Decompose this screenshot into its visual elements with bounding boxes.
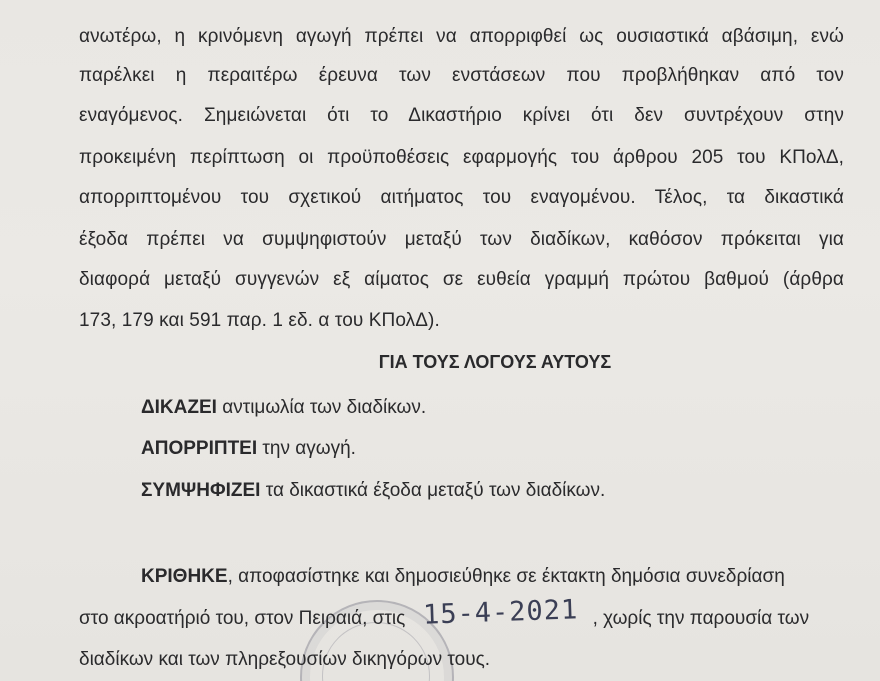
body-line-5: απορριπτομένου του σχετικού αιτήματος του εναγομένου. Τέλος, τα δικαστικά <box>79 187 844 208</box>
body-line-6: έξοδα πρέπει να συμψηφιστούν μεταξύ των διαδίκων, καθόσον πρόκειται για <box>79 229 844 250</box>
ruling-line-1 <box>141 396 426 420</box>
closing-line1-text: , αποφασίστηκε και δημοσιεύθηκε σε έκτακτη δημόσια συνεδρίαση <box>227 566 785 587</box>
section-heading: ΓΙΑ ΤΟΥΣ ΛΟΓΟΥΣ ΑΥΤΟΥΣ <box>378 352 612 372</box>
ruling-verb: ΑΠΟΡΡΙΠΤΕΙ <box>141 438 258 459</box>
ruling-text: αντιμωλία των διαδίκων. <box>216 397 427 418</box>
cut-off-text-line <box>79 0 844 10</box>
ruling-text: την αγωγή. <box>257 438 356 459</box>
body-line-8: 173, 179 και 591 παρ. 1 εδ. α του ΚΠολΔ). <box>79 310 440 331</box>
ruling-text: τα δικαστικά έξοδα μεταξύ των διαδίκων. <box>260 480 606 501</box>
ruling-verb: ΣΥΜΨΗΦΙΖΕΙ <box>141 480 261 501</box>
ruling-verb: ΔΙΚΑΖΕΙ <box>141 397 217 418</box>
body-line-3: εναγόμενος. Σημειώνεται ότι το Δικαστήριο κρίνει ότι δεν συντρέχουν στην <box>79 105 844 126</box>
body-line-7: διαφορά μεταξύ συγγενών εξ αίματος σε ευθεία γραμμή πρώτου βαθμού (άρθρα <box>79 269 844 290</box>
closing-line-1 <box>141 565 855 589</box>
handwritten-date: 15-4-2021 <box>422 594 580 631</box>
closing-line-3: διαδίκων και των πληρεξουσίων δικηγόρων τους. <box>79 649 491 670</box>
body-line-4: προκειμένη περίπτωση οι προϋποθέσεις εφαρμογής του άρθρου 205 του ΚΠολΔ, <box>79 147 844 168</box>
closing-line2-after: , χωρίς την παρουσία των <box>592 608 810 629</box>
closing-line2-before: στο ακροατήριό του, στον Πειραιά, στις <box>79 608 406 629</box>
body-line-2: παρέλκει η περαιτέρω έρευνα των ενστάσεων που προβλήθηκαν από τον <box>79 65 844 86</box>
closing-line-2 <box>79 594 859 631</box>
closing-verb: ΚΡΙΘΗΚΕ <box>141 566 228 587</box>
body-line-1: ανωτέρω, η κρινόμενη αγωγή πρέπει να απορριφθεί ως ουσιαστικά αβάσιμη, ενώ <box>79 26 844 47</box>
ruling-line-2 <box>141 437 356 461</box>
ruling-line-3 <box>141 479 605 503</box>
